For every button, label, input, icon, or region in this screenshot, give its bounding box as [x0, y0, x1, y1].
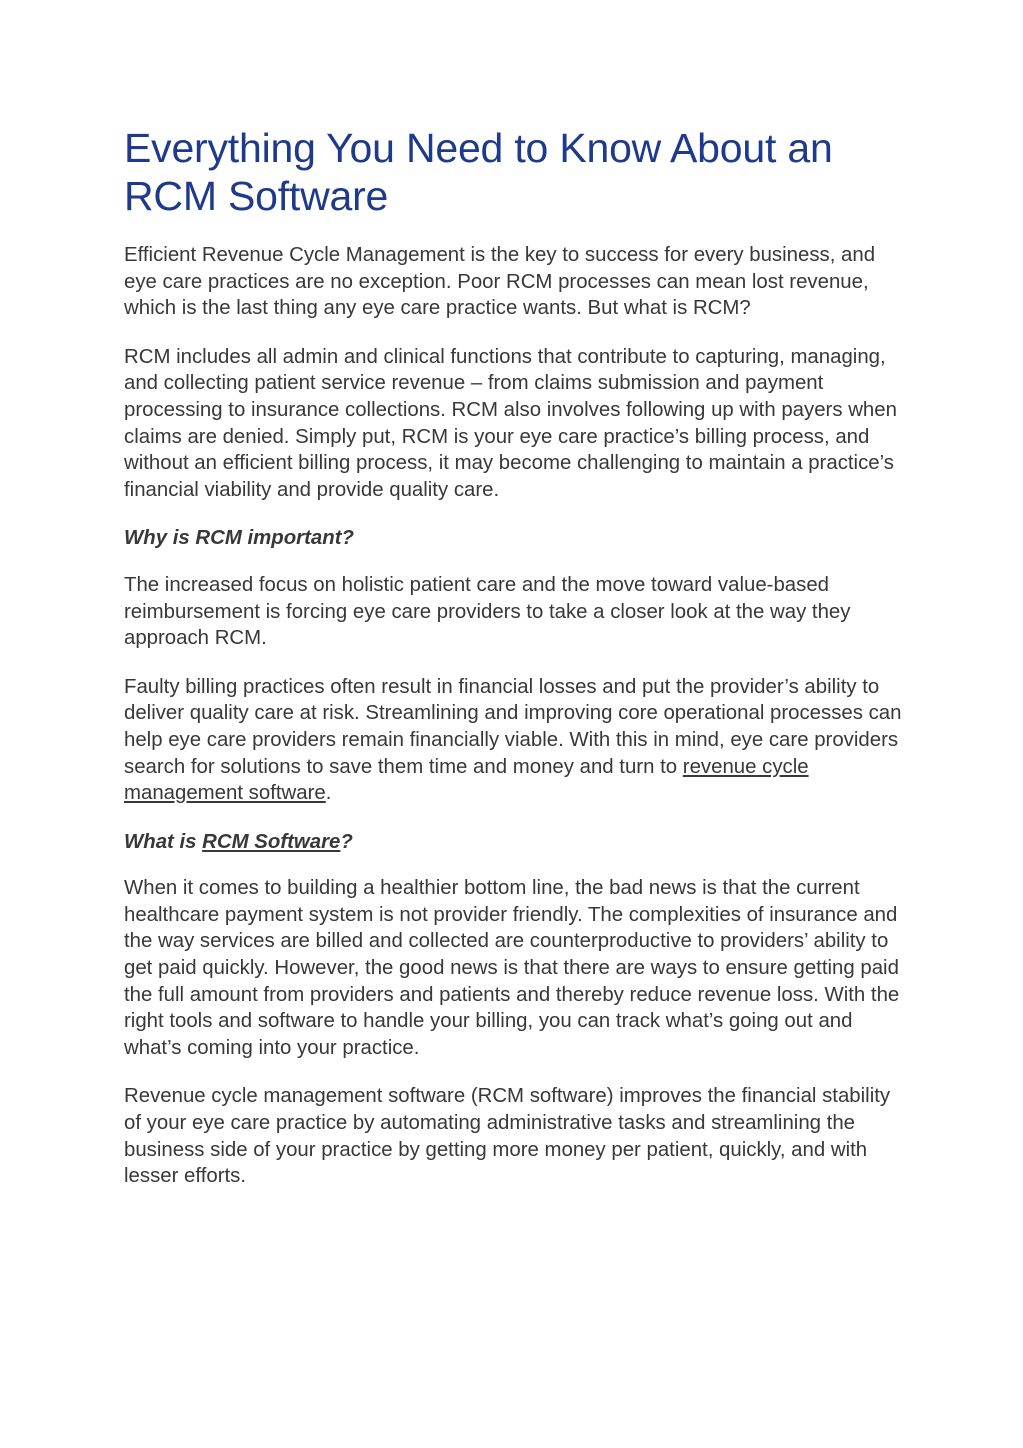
paragraph-rcm-benefits: Revenue cycle management software (RCM software) improves the financial stability of your eye care practice by automating administrative tasks and streamlining the business side of your practice by getting more money per patient, quickly, and with lesser efforts. — [124, 1085, 891, 1188]
paragraph-bottom-line: When it comes to building a healthier bottom line, the bad news is that the current healthcare payment system is not provider friendly. The complexities of insurance and the way services are billed and collected are counterproductive to providers’ ability to get paid quickly. However, the good news is that there are ways to ensure getting paid the full amount from providers and patients and thereby reduce revenue loss. With the right tools and software to handle your billing, you can track what’s going out and what’s coming into your practice. — [124, 877, 900, 1059]
rcm-software-heading-link[interactable]: RCM Software — [202, 830, 341, 853]
rcm-software-link[interactable]: revenue cycle management software — [124, 755, 809, 805]
paragraph-faulty-billing-end: . — [325, 782, 332, 805]
document-page — [124, 124, 904, 1212]
paragraph-value-based-care: The increased focus on holistic patient care and the move toward value-based reimbursement is forcing eye care providers to take a closer look at the way they approach RCM. — [124, 573, 851, 650]
subheading-why-rcm-important: Why is RCM important? — [124, 527, 354, 550]
paragraph-rcm-definition: RCM includes all admin and clinical functions that contribute to capturing, managing, and collecting patient service revenue – from claims submission and payment processing to insurance collections. RCM also involves following up with payers when claims are denied. Simply put, RCM is your eye care practice’s billing process, and without an efficient billing process, it may become challenging to maintain a practice’s financial viability and provide quality care. — [124, 345, 897, 501]
subheading-what-is-text: What is — [124, 830, 203, 853]
paragraph-faulty-billing — [124, 674, 904, 807]
paragraph-intro: Efficient Revenue Cycle Management is the key to success for every business, and eye care practices are no exception. Poor RCM processes can mean lost revenue, which is the last thing any eye care practice wants. But what is RCM? — [124, 244, 876, 320]
page-title: Everything You Need to Know About an RCM Software — [124, 125, 833, 219]
subheading-what-is-rcm-software — [124, 829, 904, 856]
subheading-question-mark: ? — [340, 830, 353, 853]
paragraph-faulty-billing-text: Faulty billing practices often result in financial losses and put the provider’s ability to deliver quality care at risk. Streamlining and improving core operational processes can help eye care providers remain financially viable. With this in mind, eye care providers search for solutions to save them time and money and turn to — [124, 675, 902, 778]
